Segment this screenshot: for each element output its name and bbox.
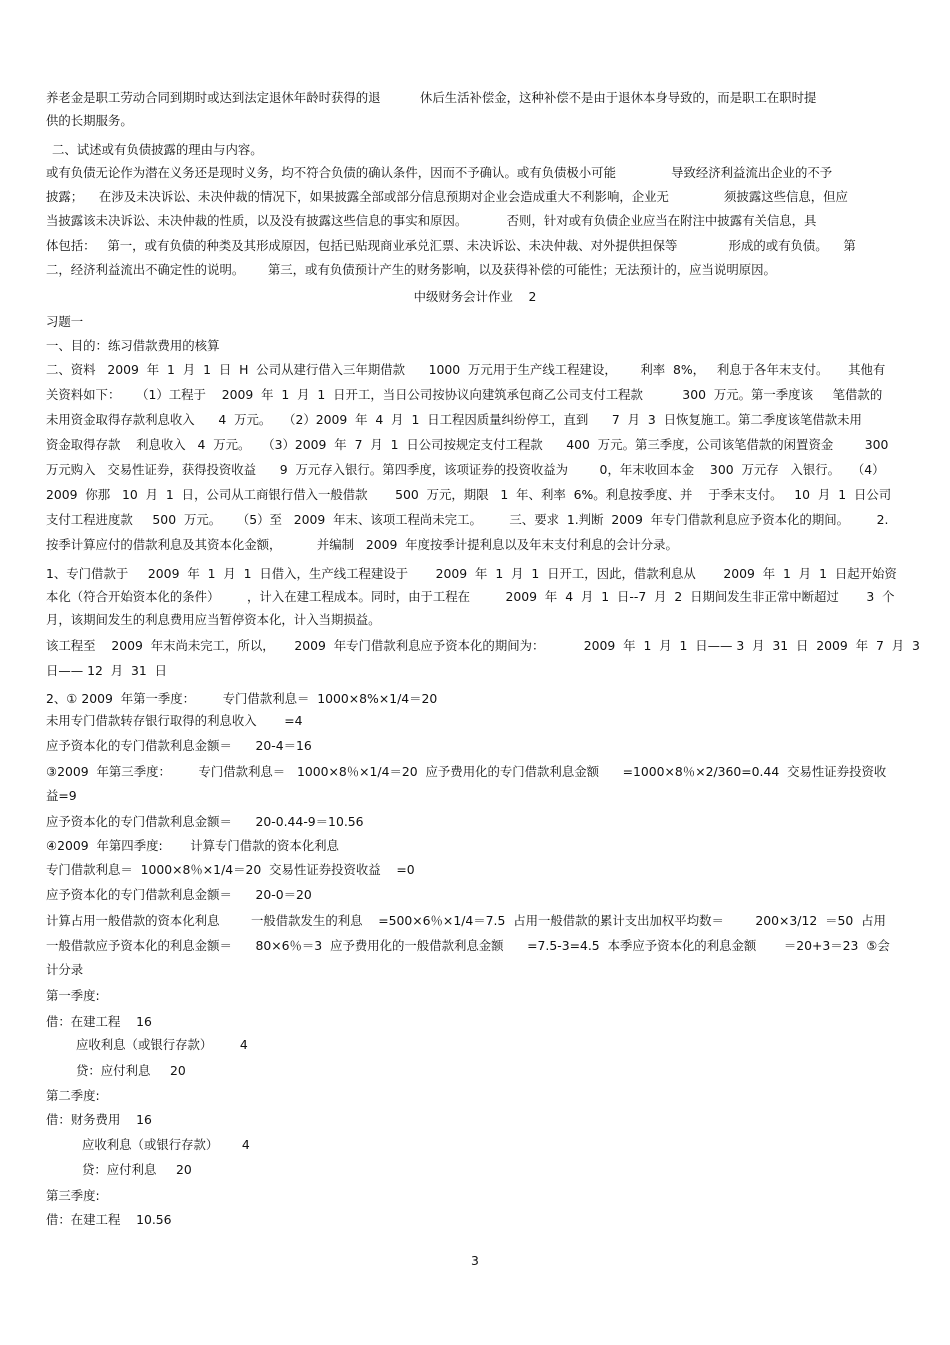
entry-receivable: 应收利息（或银行存款） 4: [82, 1137, 250, 1152]
section-heading: 二、试述或有负债披露的理由与内容。: [52, 142, 263, 157]
text-line: 应予资本化的专门借款利息金额＝ 20-0＝20: [46, 887, 312, 902]
text-line: ④2009 年第四季度: 计算专门借款的资本化利息: [46, 838, 339, 853]
goal-line: 一、目的：练习借款费用的核算: [46, 338, 220, 353]
entry-label: 第三季度:: [46, 1188, 100, 1203]
text-line: 万元购入 交易性证券，获得投资收益 9 万元存入银行。第四季度，该项证券的投资收益为 0，年末收回本金 300 万元存 入银行。 （4）: [46, 462, 885, 477]
text-line: 计算占用一般借款的资本化利息 一般借款发生的利息 =500×6％×1/4＝7.5 占用一般借款的累计支出加权平均数＝ 200×3/12 ＝50 占用: [46, 913, 886, 928]
assignment-title: 中级财务会计作业 2: [413, 289, 537, 304]
text-line: 专门借款利息＝ 1000×8％×1/4＝20 交易性证券投资收益 =0: [46, 862, 415, 877]
text-line: 益=9: [46, 788, 77, 803]
entry-debit: 借：在建工程 10.56: [46, 1212, 172, 1227]
entry-label: 第一季度:: [46, 988, 100, 1003]
text-line: 关资料如下： （1）工程于 2009 年 1 月 1 日开工，当日公司按协议向建筑承包商乙公司支付工程款 300 万元。第一季度该 笔借款的: [46, 387, 883, 402]
text-line: 二、资料 2009 年 1 月 1 日 H 公司从建行借入三年期借款 1000 万元用于生产线工程建设， 利率 8%， 利息于各年末支付。 其他有: [46, 362, 886, 377]
text-line: 应予资本化的专门借款利息金额＝ 20-0.44-9＝10.56: [46, 814, 364, 829]
text-line: ③2009 年第三季度： 专门借款利息＝ 1000×8％×1/4＝20 应予费用化的专门借款利息金额 =1000×8％×2/360=0.44 交易性证券投资收: [46, 764, 887, 779]
entry-debit: 借：在建工程 16: [46, 1014, 152, 1029]
exercise-label: 习题一: [46, 314, 84, 329]
text-line: 一般借款应予资本化的利息金额＝ 80×6％＝3 应予费用化的一般借款利息金额 =7.5-3=4.5 本季应予资本化的利息金额 ＝20+3＝23 ⑤会: [46, 938, 890, 953]
text-line: 披露； 在涉及未决诉讼、未决仲裁的情况下，如果披露全部或部分信息预期对企业会造成重大不利影响，企业无 须披露这些信息，但应: [46, 189, 848, 204]
text-line: 2、① 2009 年第一季度： 专门借款利息＝ 1000×8%×1/4＝20: [46, 691, 438, 706]
text-line: 未用专门借款转存银行取得的利息收入 =4: [46, 713, 303, 728]
text-line: 养老金是职工劳动合同到期时或达到法定退休年龄时获得的退 休后生活补偿金，这种补偿不是由于退休本身导致的，而是职工在职时提: [46, 90, 817, 105]
text-line: 按季计算应付的借款利息及其资本化金额， 并编制 2009 年度按季计提利息以及年末支付利息的会计分录。: [46, 537, 678, 552]
text-line: 应予资本化的专门借款利息金额＝ 20-4＝16: [46, 738, 312, 753]
text-line: 该工程至 2009 年末尚未完工，所以， 2009 年专门借款利息应予资本化的期间为： 2009 年 1 月 1 日—— 3 月 31 日 2009 年 7 月 3: [46, 638, 920, 653]
text-line: 本化（符合开始资本化的条件） ，计入在建工程成本。同时，由于工程在 2009 年 4 月 1 日--7 月 2 日期间发生非正常中断超过 3 个: [46, 589, 895, 604]
entry-label: 第二季度:: [46, 1088, 100, 1103]
text-line: 月，该期间发生的利息费用应当暂停资本化，计入当期损益。: [46, 612, 381, 627]
entry-credit: 贷：应付利息 20: [82, 1162, 192, 1177]
text-line: 或有负债无论作为潜在义务还是现时义务，均不符合负债的确认条件，因而不予确认。或有负债极小可能 导致经济利益流出企业的不予: [46, 165, 833, 180]
text-line: 未用资金取得存款利息收入 4 万元。 （2）2009 年 4 月 1 日工程因质量纠纷停工，直到 7 月 3 日恢复施工。第二季度该笔借款未用: [46, 412, 862, 427]
text-line: 支付工程进度款 500 万元。 （5）至 2009 年末、该项工程尚未完工。 三、要求 1.判断 2009 年专门借款利息应予资本化的期间。 2.: [46, 512, 889, 527]
entry-credit: 贷：应付利息 20: [76, 1063, 186, 1078]
text-line: 当披露该未决诉讼、未决仲裁的性质，以及没有披露这些信息的事实和原因。 否则，针对或有负债企业应当在附注中披露有关信息，具: [46, 213, 817, 228]
text-line: 体包括： 第一，或有负债的种类及其形成原因，包括已贴现商业承兑汇票、未决诉讼、未决仲裁、对外提供担保等 形成的或有负债。 第: [46, 238, 856, 253]
entry-receivable: 应收利息（或银行存款） 4: [76, 1037, 248, 1052]
page-number: 3: [471, 1253, 479, 1268]
text-line: 计分录: [46, 962, 84, 977]
text-line: 日—— 12 月 31 日: [46, 663, 168, 678]
text-line: 二，经济利益流出不确定性的说明。 第三，或有负债预计产生的财务影响，以及获得补偿的可能性；无法预计的，应当说明原因。: [46, 262, 776, 277]
text-line: 资金取得存款 利息收入 4 万元。 （3）2009 年 7 月 1 日公司按规定支付工程款 400 万元。第三季度，公司该笔借款的闲置资金 300: [46, 437, 889, 452]
text-line: 供的长期服务。: [46, 113, 133, 128]
text-line: 2009 你那 10 月 1 日，公司从工商银行借入一般借款 500 万元，期限 1 年、利率 6%。利息按季度、并 于季末支付。 10 月 1 日公司: [46, 487, 892, 502]
entry-debit: 借：财务费用 16: [46, 1112, 152, 1127]
text-line: 1、专门借款于 2009 年 1 月 1 日借入，生产线工程建设于 2009 年 1 月 1 日开工，因此，借款利息从 2009 年 1 月 1 日起开始资: [46, 566, 897, 581]
